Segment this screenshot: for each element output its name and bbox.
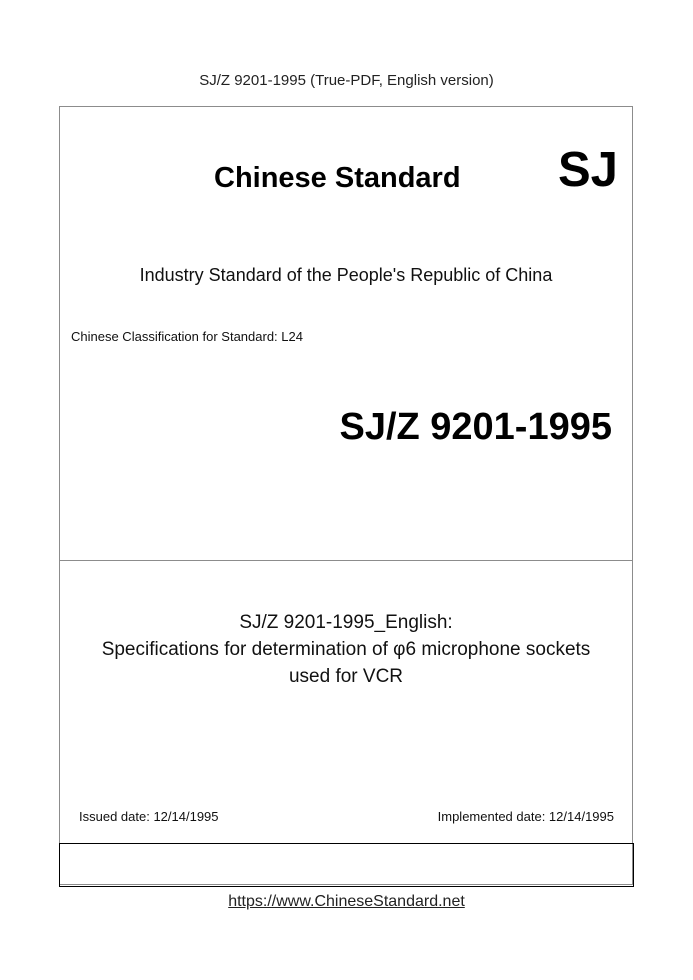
implemented-date: Implemented date: 12/14/1995 xyxy=(437,809,614,824)
cover-title: Chinese Standard xyxy=(214,162,461,194)
bottom-box xyxy=(59,843,634,887)
document-title-line-3: used for VCR xyxy=(288,666,404,687)
classification-label: Chinese Classification for Standard: L24 xyxy=(71,329,303,344)
document-number: SJ/Z 9201-1995 xyxy=(339,406,612,448)
website-link[interactable]: https://www.ChineseStandard.net xyxy=(228,893,465,910)
issued-date: Issued date: 12/14/1995 xyxy=(79,809,219,824)
standard-mark: SJ xyxy=(558,143,618,197)
document-title xyxy=(59,609,633,690)
document-title-line-2: Specifications for determination of φ6 microphone sockets xyxy=(101,639,591,660)
page-header: SJ/Z 9201-1995 (True-PDF, English version) xyxy=(199,72,494,89)
cover-frame xyxy=(59,106,633,885)
section-divider xyxy=(59,560,633,561)
document-title-line-1: SJ/Z 9201-1995_English: xyxy=(239,612,453,633)
cover-subtitle: Industry Standard of the People's Republic of China xyxy=(139,265,553,285)
